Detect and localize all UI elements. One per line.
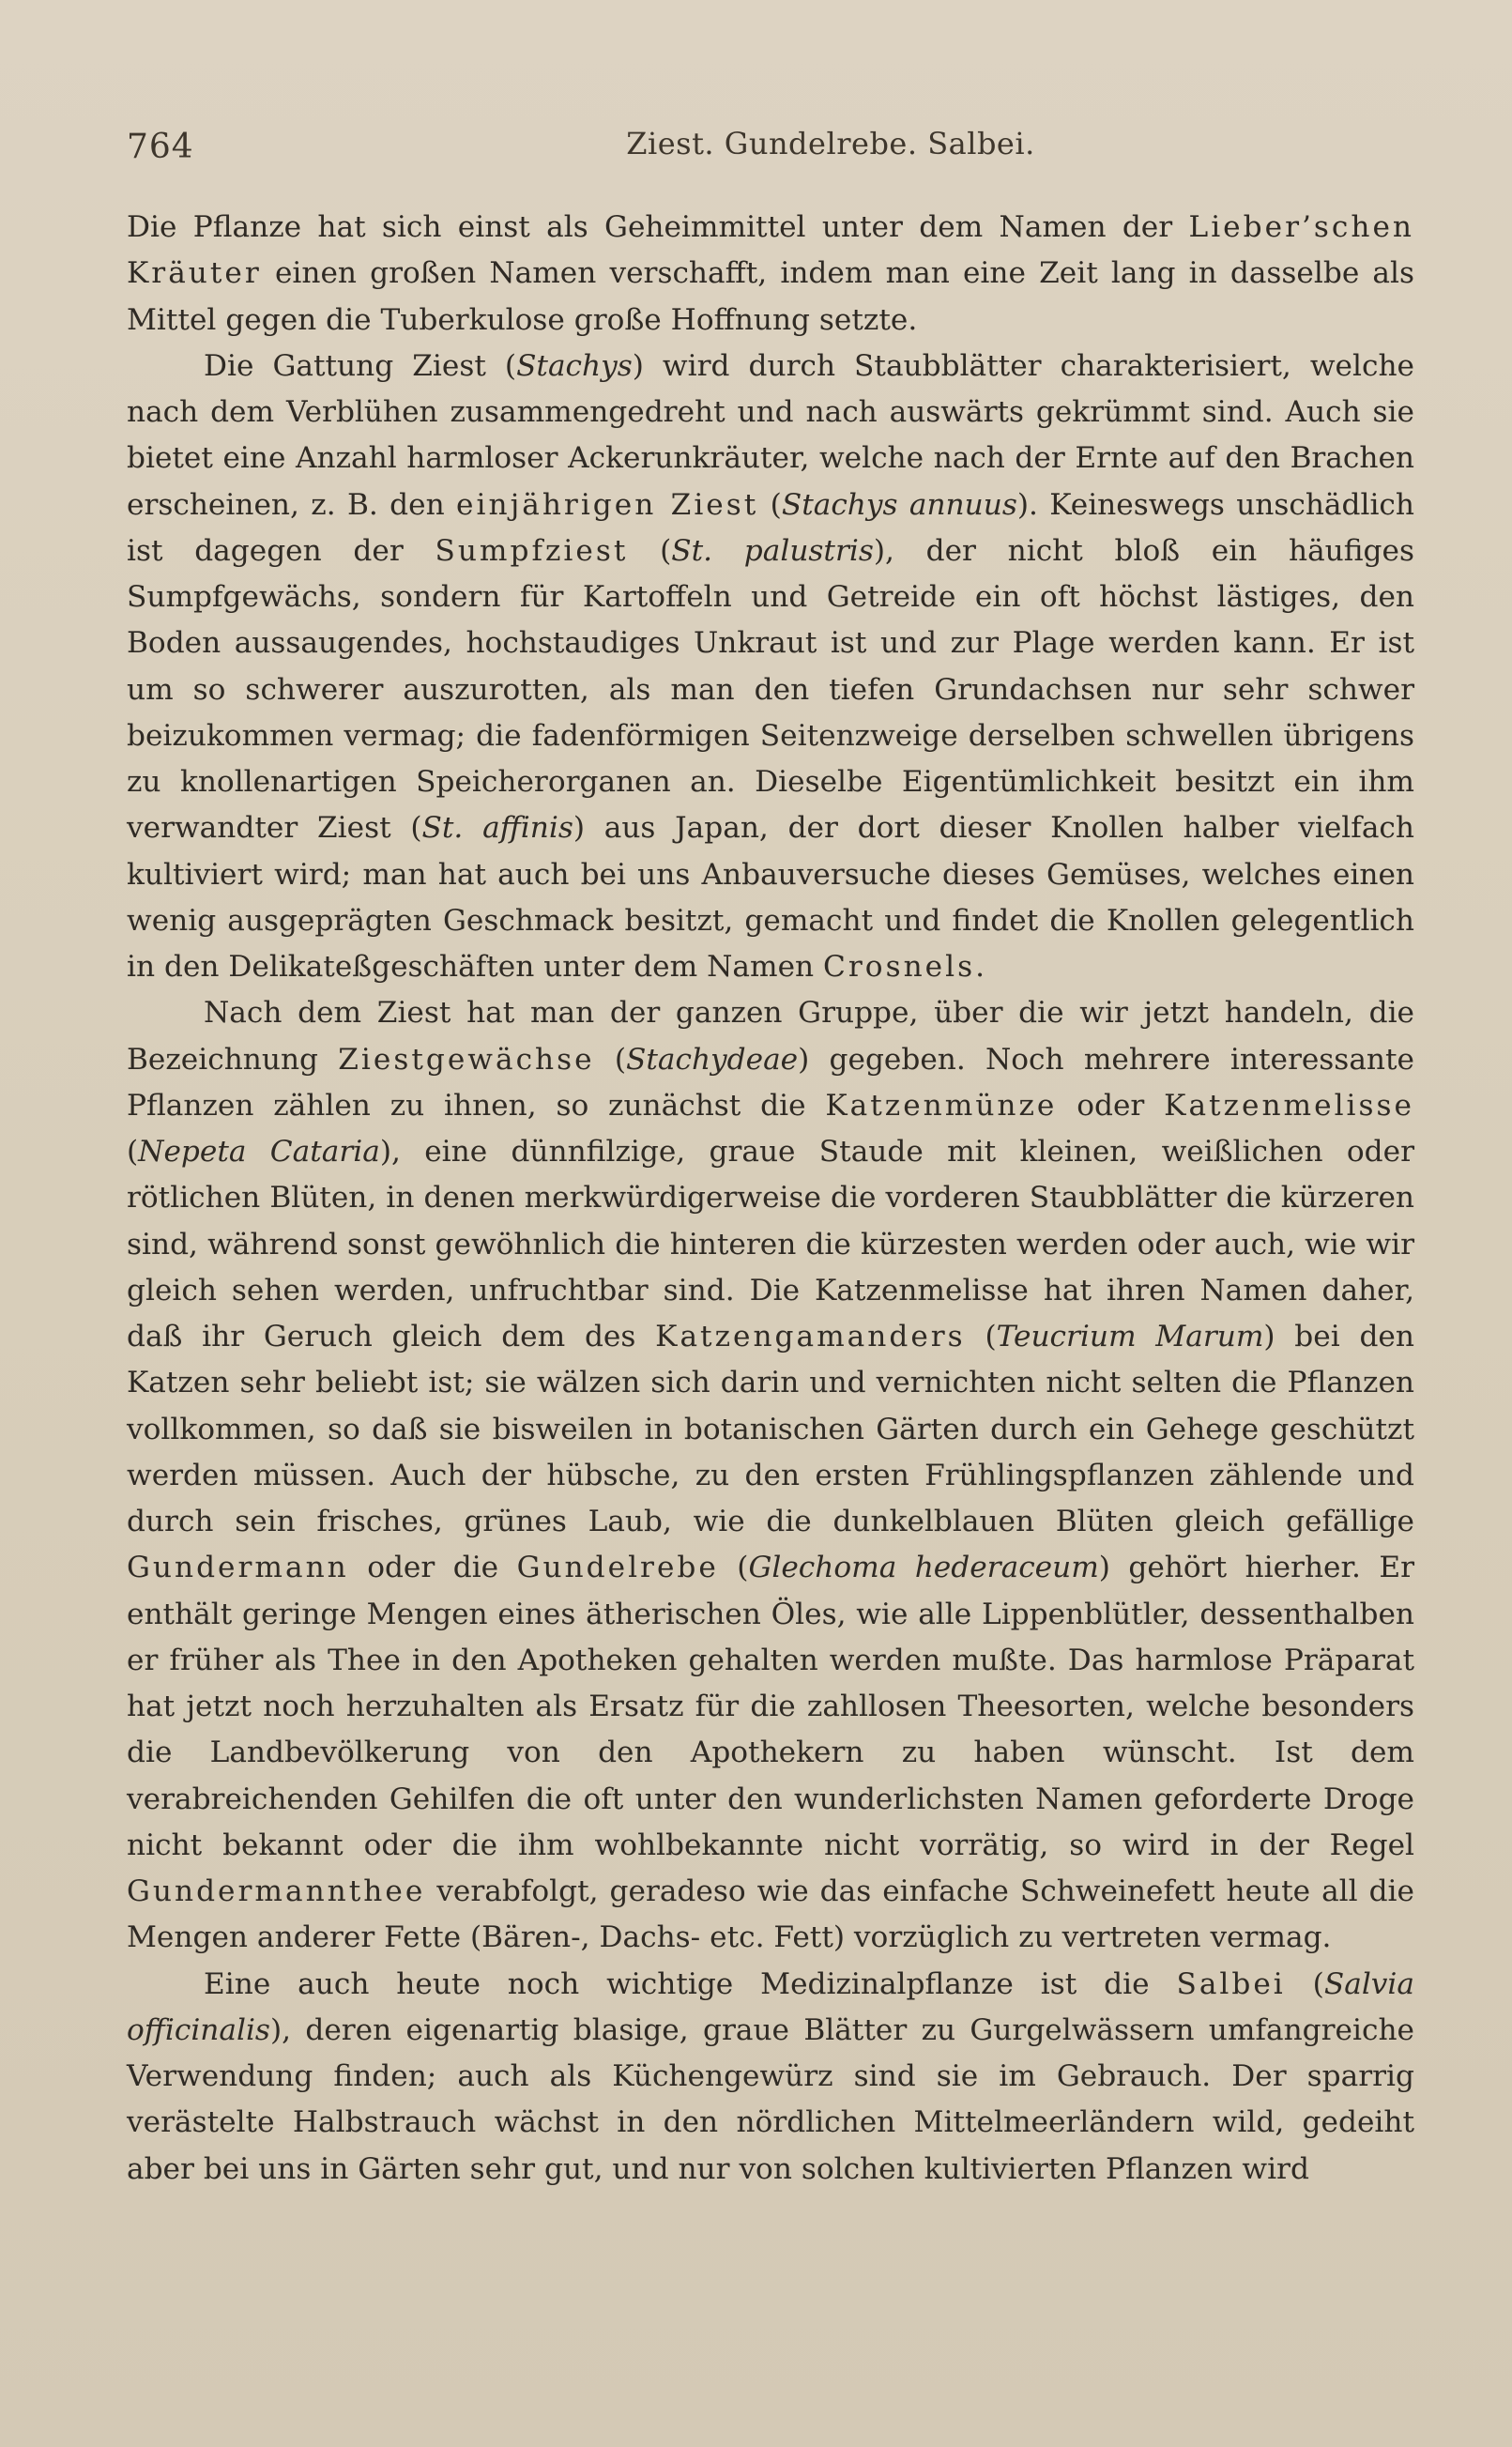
emphasized-term: Gundermann <box>127 1551 349 1585</box>
text-run: Die Pflanze hat sich einst als Geheimmittel unter dem Namen der <box>127 210 1189 244</box>
scientific-name: Stachys <box>516 348 633 383</box>
text-run: ). Keineswegs unschädlich ist dagegen der <box>127 487 1414 568</box>
text-run: ), deren eigenartig blasige, graue Blätter zu Gurgelwässern umfangreiche Verwendung finden; auch als Küchengewürz sind sie im Gebrauch. Der sparrig verästelte Halbstrauch wächst in den nördlichen Mittelmeerländern wild, gedeiht aber bei uns in Gärten sehr gut, und nur von solchen kultivierten Pflanzen wird <box>127 2012 1414 2186</box>
page-header <box>127 120 1417 176</box>
scientific-name: Stachydeae <box>626 1042 799 1077</box>
text-run: oder die <box>348 1551 517 1585</box>
paragraph <box>127 205 1414 344</box>
text-run: ) aus Japan, der dort dieser Knollen halber vielfach kultiviert wird; man hat auch bei uns Anbauversuche dieses Gemüses, welches einen wenig ausgeprägten Geschmack besitzt, gemacht und findet die Knollen gelegentlich in den Delikateßgeschäften unter dem Namen <box>127 811 1414 984</box>
text-run: ( <box>758 487 782 522</box>
text-run: ) gehört hierher. Er enthält geringe Mengen eines ätherischen Öles, wie alle Lippenblütler, dessenthalben er früher als Thee in den Apotheken gehalten werden mußte. Das harmlose Präparat hat jetzt noch herzuhalten als Ersatz für die zahllosen Theesorten, welche besonders die Landbevölkerung von den Apothekern zu haben wünscht. Ist dem verabreichenden Gehilfen die oft unter den wunderlichsten Namen geforderte Droge nicht bekannt oder die ihm wohlbekannte nicht vorrätig, so wird in der Regel <box>127 1551 1414 1862</box>
text-run: ( <box>965 1320 997 1353</box>
text-run: einen großen Namen verschafft, indem man eine Zeit lang in dasselbe als Mittel gegen die Tuberkulose große Hoffnung setzte. <box>127 256 1414 337</box>
paragraph <box>127 344 1414 991</box>
emphasized-term: Gundermannthee <box>127 1874 426 1908</box>
scientific-name: Salvia officinalis <box>127 1966 1414 2047</box>
text-run: ) gegeben. Noch mehrere interessante Pflanzen zählen zu ihnen, so zunächst die <box>127 1042 1414 1123</box>
emphasized-term: Ziestgewächse <box>338 1042 595 1077</box>
body-text <box>127 205 1414 2193</box>
scientific-name: St. palustris <box>671 533 874 568</box>
scientific-name: Teucrium Marum <box>996 1320 1264 1353</box>
scientific-name: Nepeta Cataria <box>138 1135 380 1169</box>
emphasized-term: einjährigen Ziest <box>456 487 759 522</box>
text-run: ( <box>1285 1966 1324 2001</box>
emphasized-term: Salbei <box>1176 1966 1286 2001</box>
text-run: Nach dem Ziest hat man der ganzen Gruppe, über die wir jetzt handeln, die Bezeichnung <box>127 996 1414 1077</box>
scientific-name: St. affinis <box>421 811 573 846</box>
text-run: Eine auch heute noch wichtige Medizinalpflanze ist die <box>204 1966 1177 2001</box>
text-run: ) bei den Katzen sehr beliebt ist; sie wälzen sich darin und vernichten nicht selten die Pflanzen vollkommen, so daß sie bisweilen in botanischen Gärten durch ein Gehege geschützt werden müssen. Auch der hübsche, zu den ersten Frühlingspflanzen zählende und durch sein frisches, grünes Laub, wie die dunkelblauen Blüten gleich gefällige <box>127 1320 1414 1538</box>
text-run: ( <box>127 1135 139 1169</box>
text-run: ) wird durch Staubblätter charakterisiert, welche nach dem Verblühen zusammengedreht und nach auswärts gekrümmt sind. Auch sie bietet eine Anzahl harmloser Ackerunkräuter, welche nach der Ernte auf den Brachen erscheinen, z. B. den <box>127 348 1414 522</box>
emphasized-term: Crosnels <box>823 950 976 984</box>
emphasized-term: Sumpfziest <box>435 533 629 568</box>
scientific-name: Stachys annuus <box>781 487 1017 522</box>
page-number: 764 <box>127 128 194 166</box>
text-run: oder <box>1057 1088 1165 1123</box>
text-run: verabfolgt, geradeso wie das einfache Schweinefett heute all die Mengen anderer Fette (Bären-, Dachs- etc. Fett) vorzüglich zu vertreten vermag. <box>127 1874 1414 1955</box>
scientific-name: Glechoma hederaceum <box>748 1551 1099 1585</box>
emphasized-term: Lieber’schen Kräuter <box>127 210 1414 291</box>
text-run: . <box>975 950 985 984</box>
text-run: ), eine dünnfilzige, graue Staude mit kleinen, weißlichen oder rötlichen Blüten, in denen merkwürdigerweise die vorderen Staubblätter die kürzeren sind, während sonst gewöhnlich die hinteren die kürzesten werden oder auch, wie wir gleich sehen werden, unfruchtbar sind. Die Katzenmelisse hat ihren Namen daher, daß ihr Geruch gleich dem des <box>127 1135 1414 1353</box>
text-run: ( <box>594 1042 626 1077</box>
text-run: ( <box>628 533 672 568</box>
emphasized-term: Katzengamanders <box>655 1320 966 1353</box>
text-run: ), der nicht bloß ein häufiges Sumpfgewächs, sondern für Kartoffeln und Getreide ein oft höchst lästiges, den Boden aussaugendes, hochstaudiges Unkraut ist und zur Plage werden kann. Er ist um so schwerer auszurotten, als man den tiefen Grundachsen nur sehr schwer beizukommen vermag; die fadenförmigen Seitenzweige derselben schwellen übrigens zu knollenartigen Speicherorganen an. Dieselbe Eigentümlichkeit besitzt ein ihm verwandter Ziest ( <box>127 533 1414 846</box>
paragraph <box>127 1962 1414 2193</box>
text-run: Die Gattung Ziest ( <box>204 348 517 383</box>
running-title: Ziest. Gundelrebe. Salbei. <box>626 126 1035 161</box>
paragraph <box>127 990 1414 1961</box>
emphasized-term: Gundelrebe <box>516 1551 719 1585</box>
emphasized-term: Katzenmünze <box>825 1088 1058 1123</box>
text-run: ( <box>718 1551 749 1585</box>
emphasized-term: Katzenmelisse <box>1164 1088 1414 1123</box>
